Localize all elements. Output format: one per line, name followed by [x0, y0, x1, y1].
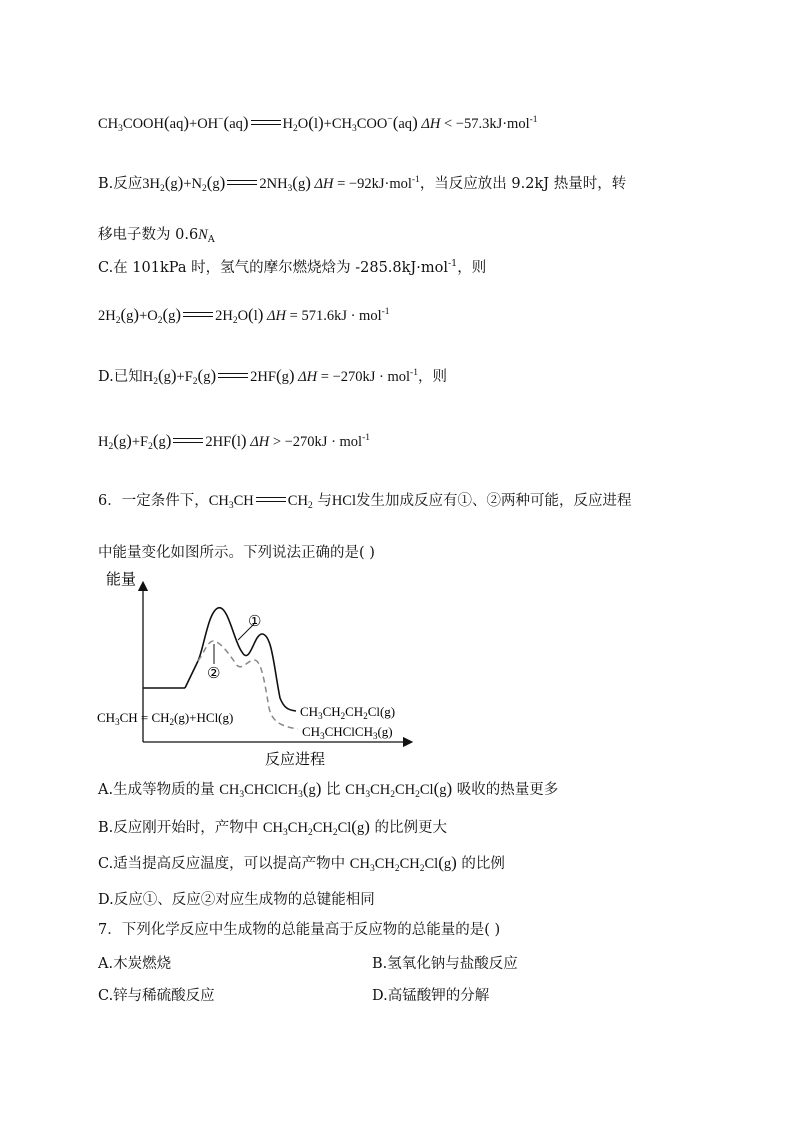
- q6-option-c: C.适当提高反应温度，可以提高产物中 $CH_3CH_2CH_2Cl(g)$ 的比例: [98, 853, 505, 874]
- energy-diagram: [90, 568, 420, 768]
- marker-1: ①: [248, 614, 262, 630]
- q5-option-b: B.反应$3H_2(g)+N_2(g)$ $2NH_3(g) \Delta H = -92kJ\cdot mol^{-1}$，当反应放出 9.2kJ 热量时，转: [98, 173, 627, 194]
- q7-stem: 7．下列化学反应中生成物的总能量高于反应物的总能量的是( ): [98, 922, 501, 938]
- equation-arrow: [227, 180, 257, 185]
- q5-option-d-equation: $H_2(g)+F_2(g)$ 2HF(l) ΔH > −270kJ · mol$^{-1}$: [98, 431, 371, 452]
- y-axis-label: 能量: [106, 572, 137, 588]
- path-1-curve: [185, 608, 296, 711]
- q5-option-b-cont: 移电子数为 $0.6N_A$: [98, 227, 215, 245]
- q7-option-b: B.氢氧化钠与盐酸反应: [372, 956, 518, 972]
- equation-arrow: [173, 438, 203, 443]
- q7-option-c: C.锌与稀硫酸反应: [98, 988, 215, 1004]
- double-bond: [256, 497, 286, 502]
- x-axis-label: 反应进程: [265, 752, 326, 768]
- q6-option-b: B.反应刚开始时，产物中 $CH_3CH_2CH_2Cl(g)$ 的比例更大: [98, 817, 447, 838]
- equation-arrow: [183, 312, 213, 317]
- q5-option-c-equation: $2H_2(g)+O_2(g)$ $2H_2O(l) \Delta H = 571.6kJ \cdot mol^{-1}$: [98, 305, 390, 326]
- q6-option-d: D.反应①、反应②对应生成物的总键能相同: [98, 892, 375, 908]
- equation-arrow: [251, 120, 281, 125]
- equation-arrow: [218, 373, 248, 378]
- product-2-label: $CH_3CHClCH_3(g)$: [302, 724, 393, 741]
- q6-option-a: A.生成等物质的量 $CH_3CHClCH_3(g)$ 比 $CH_3CH_2CH_2Cl(g)$ 吸收的热量更多: [98, 779, 559, 800]
- q7-option-a: A.木炭燃烧: [98, 956, 172, 972]
- q6-stem-line2: 中能量变化如图所示。下列说法正确的是( ): [98, 545, 375, 561]
- marker-2: ②: [207, 666, 221, 682]
- product-1-label: $CH_3CH_2CH_2Cl(g)$: [300, 704, 396, 721]
- q5-equation-top: $CH_3COOH(aq)+OH^-(aq)$ $H_2O(l)+CH_3COO^-(aq) \Delta H < -57.3kJ\cdot mol^{-1}$: [98, 113, 538, 134]
- q5-option-d: D.已知$H_2(g)+F_2(g)$ 2HF(g) ΔH = −270kJ · mol$^{-1}$，则: [98, 366, 447, 387]
- q7-option-d: D.高锰酸钾的分解: [372, 988, 490, 1004]
- q6-stem-line1: 6．一定条件下，$CH_3CH$ $CH_2$ 与HCl发生加成反应有①、②两种可能，反应进程: [98, 493, 632, 511]
- reactant-label: $CH_3CH = CH_2(g)+HCl(g)$: [97, 710, 234, 727]
- q5-option-c: C.在 101kPa 时，氢气的摩尔燃烧焓为 -285.8kJ·mol$^{-1}$，则: [98, 258, 487, 276]
